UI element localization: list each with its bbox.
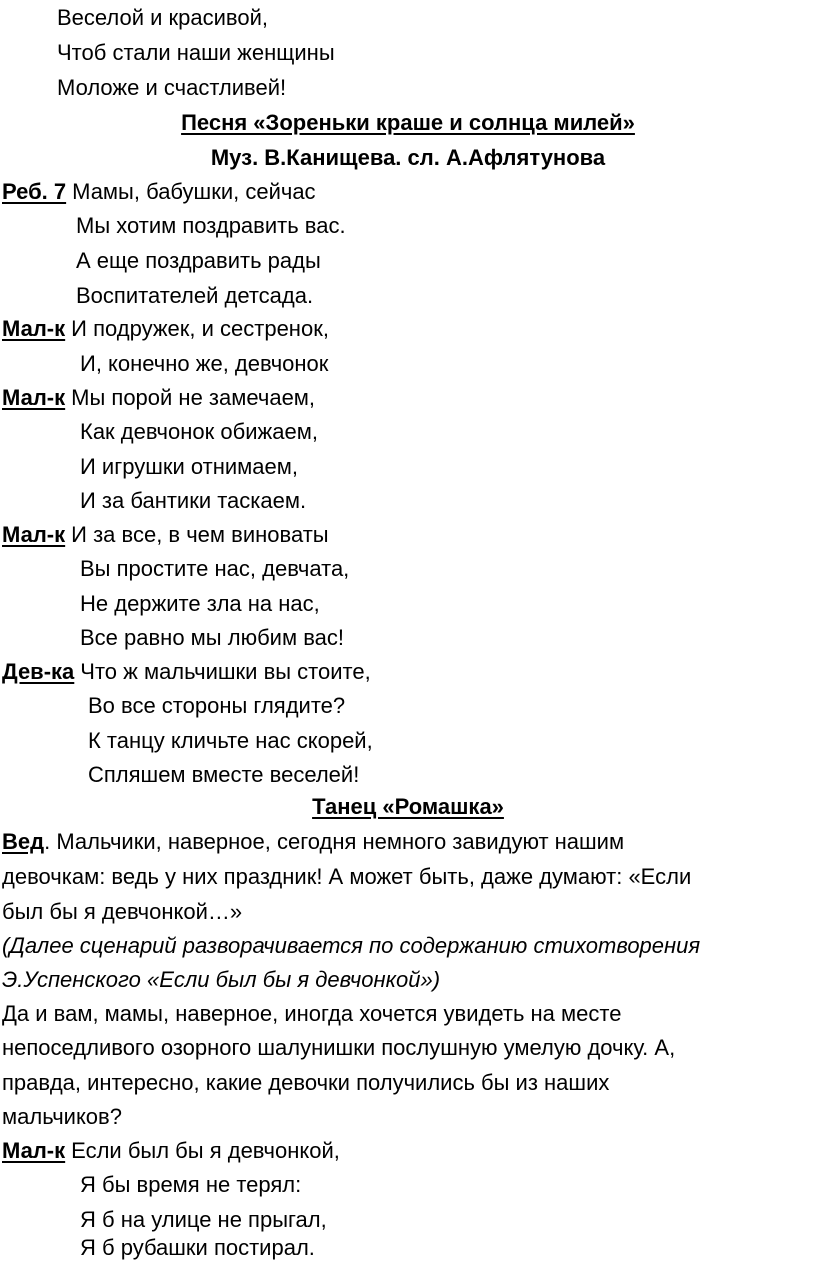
prose-line — [2, 827, 624, 857]
verse-text: Если был бы я девчонкой, — [71, 1138, 340, 1163]
verse-text: И за все, в чем виноваты — [71, 522, 329, 547]
speaker-role: Мал-к — [2, 522, 66, 547]
prose-line: правда, интересно, какие девочки получились бы из наших — [2, 1070, 610, 1095]
verse-line: Воспитателей детсада. — [76, 283, 314, 308]
stage-note-line: Э.Успенского «Если был бы я девчонкой») — [2, 967, 441, 992]
verse-text: Мы порой не замечаем, — [71, 385, 316, 410]
verse-text: Мамы, бабушки, сейчас — [72, 179, 316, 204]
speaker-line — [2, 177, 316, 207]
prose-line: мальчиков? — [2, 1104, 122, 1129]
verse-text: Что ж мальчишки вы стоите, — [80, 659, 371, 684]
speaker-role: Мал-к — [2, 1138, 66, 1163]
verse-line: Мы хотим поздравить вас. — [76, 213, 346, 238]
speaker-role: Мал-к — [2, 385, 66, 410]
speaker-line — [2, 657, 371, 687]
verse-line: Как девчонок обижаем, — [80, 419, 318, 444]
stage-note-line: (Далее сценарий разворачивается по содержанию стихотворения — [2, 933, 701, 958]
verse-line: Все равно мы любим вас! — [80, 625, 344, 650]
verse-line: Во все стороны глядите? — [88, 693, 346, 718]
verse-line: Не держите зла на нас, — [80, 591, 320, 616]
prose-line: был бы я девчонкой…» — [2, 899, 243, 924]
dance-title: Танец «Ромашка» — [312, 794, 504, 819]
speaker-role: Вед — [2, 829, 45, 854]
prose-line: Да и вам, мамы, наверное, иногда хочется увидеть на месте — [2, 1001, 622, 1026]
verse-line: Моложе и счастливей! — [57, 75, 287, 100]
prose-line: непоседливого озорного шалунишки послушную умелую дочку. А, — [2, 1035, 676, 1060]
verse-line: Вы простите нас, девчата, — [80, 556, 350, 581]
speaker-role: Мал-к — [2, 316, 66, 341]
verse-line: К танцу кличьте нас скорей, — [88, 728, 373, 753]
verse-line: Веселой и красивой, — [57, 5, 268, 30]
verse-line: И за бантики таскаем. — [80, 488, 307, 513]
speaker-line — [2, 314, 329, 344]
verse-line: Спляшем вместе веселей! — [88, 762, 360, 787]
song-credits: Муз. В.Канищева. сл. А.Афлятунова — [210, 145, 606, 170]
verse-line: И игрушки отнимаем, — [80, 454, 299, 479]
verse-line: Я бы время не терял: — [80, 1172, 302, 1197]
verse-line: Я б рубашки постирал. — [80, 1235, 315, 1260]
song-title: Песня «Зореньки краше и солнца милей» — [181, 110, 635, 135]
verse-line: И, конечно же, девчонок — [80, 351, 329, 376]
speaker-line — [2, 1136, 340, 1166]
verse-line: А еще поздравить рады — [76, 248, 321, 273]
verse-line: Чтоб стали наши женщины — [57, 40, 335, 65]
speaker-line — [2, 520, 329, 550]
verse-line: Я б на улице не прыгал, — [80, 1207, 327, 1232]
verse-text: И подружек, и сестренок, — [71, 316, 329, 341]
speaker-role: Реб. 7 — [2, 179, 67, 204]
prose-line: девочкам: ведь у них праздник! А может быть, даже думают: «Если — [2, 864, 692, 889]
prose-text: . Мальчики, наверное, сегодня немного завидуют нашим — [44, 829, 625, 854]
speaker-line — [2, 383, 315, 413]
speaker-role: Дев-ка — [2, 659, 75, 684]
